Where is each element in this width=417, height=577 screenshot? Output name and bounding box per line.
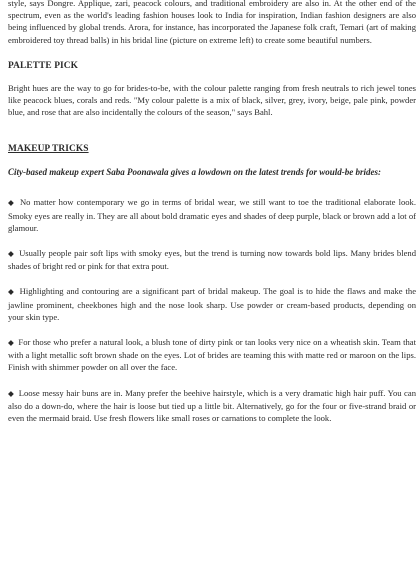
diamond-bullet-icon: ◆ <box>8 287 15 297</box>
palette-paragraph: Bright hues are the way to go for brides-to-be, with the colour palette ranging from fresh neutrals to rich jewel tones like peacock blues, corals and reds. "My colour palette is a mix of black, silver, grey, ivory, beige, pale pink, powder blue, and rose that are also incidentally the colours of the season," says Bahl. <box>8 82 416 118</box>
tip-text: Highlighting and contouring are a significant part of bridal makeup. The goal is to hide the flaws and make the jawline prominent, cheekbones high and the nose look sharp. Use powder or cream-based products, depending on your skin type. <box>8 286 417 322</box>
diamond-bullet-icon: ◆ <box>8 388 15 398</box>
tip-text: Usually people pair soft lips with smoky eyes, but the trend is turning now towards bold lips. Many brides blend shades of bright red or pink for that extra pout. <box>8 248 416 272</box>
makeup-tip-natural-look <box>8 336 416 374</box>
makeup-tricks-heading: MAKEUP TRICKS <box>8 144 89 155</box>
makeup-tip-bold-lips <box>8 247 416 272</box>
makeup-tip-contouring <box>8 285 416 323</box>
tip-text: For those who prefer a natural look, a blush tone of dirty pink or tan looks very nice on a wheatish skin. Team that with a light metallic soft brown shade on the eyes. Lot of brides are teaming this with matte red or maroon on the lips. Finish with shimmer powder on all over the face. <box>8 337 416 373</box>
makeup-tip-hairstyles <box>8 387 416 425</box>
palette-pick-heading: PALETTE PICK <box>8 60 79 71</box>
diamond-bullet-icon: ◆ <box>8 249 15 259</box>
diamond-bullet-icon: ◆ <box>8 198 15 208</box>
tip-text: No matter how contemporary we go in terms of bridal wear, we still want to toe the traditional elaborate look. Smoky eyes are really in. They are all about bold dramatic eyes and shades of deep purple, black or brown add a lot of glamour. <box>8 197 417 233</box>
makeup-lead-paragraph: City-based makeup expert Saba Poonawala gives a lowdown on the latest trends for would-be brides: <box>8 167 382 178</box>
makeup-tip-smoky-eyes <box>8 196 416 234</box>
tip-text: Loose messy hair buns are in. Many prefer the beehive hairstyle, which is a very dramatic high hair puff. You can also do a down-do, where the hair is loose but tied up a little bit. Alternatively, go for the four or five-strand braid or even the mermaid braid. Use fresh flowers like small roses or carnations to complete the look. <box>8 387 416 424</box>
intro-paragraph: style, says Dongre. Applique, zari, peacock colours, and traditional embroidery are also in. At the other end of the spectrum, even as the world's leading fashion houses look to India for inspiration, Indian fashion designers are also being influenced by global trends. Arora, for instance, has incorporated the Japanese folk craft, Temari (art of making embroidered toy thread balls) in his bridal line (picture on extreme left) to create some beautiful numbers. <box>8 0 416 45</box>
diamond-bullet-icon: ◆ <box>8 338 15 348</box>
